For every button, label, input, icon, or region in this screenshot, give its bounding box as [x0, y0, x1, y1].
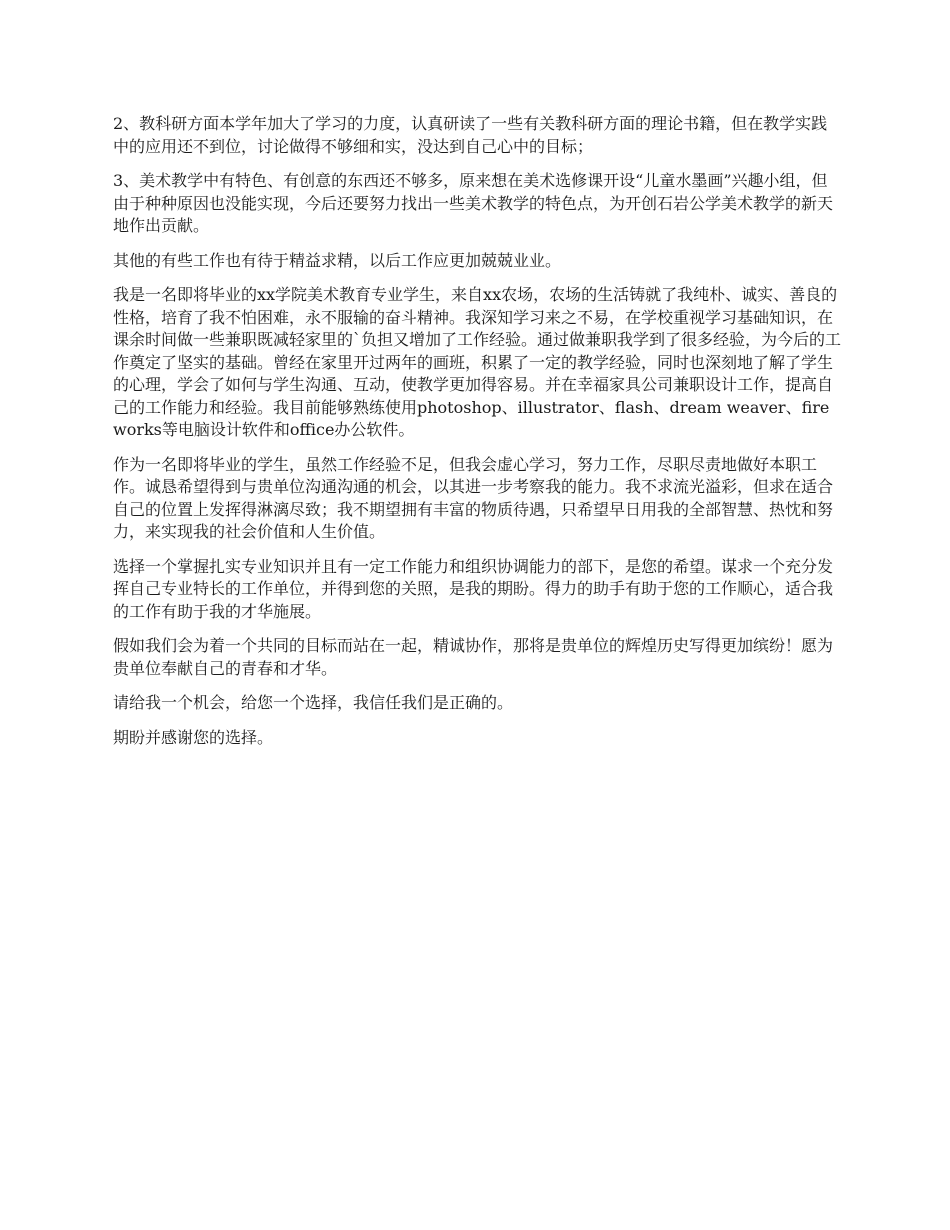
paragraph-art-teaching: 3、美术教学中有特色、有创意的东西还不够多，原来想在美术选修课开设“儿童水墨画”兴趣小组，但由于种种原因也没能实现，今后还要努力找出一些美术教学的特色点，为开创石岩公学美术教学的新天地作出贡献。	[113, 171, 834, 235]
document-page	[113, 113, 841, 761]
paragraph-work-attitude: 作为一名即将毕业的学生，虽然工作经验不足，但我会虚心学习，努力工作，尽职尽责地做好本职工作。诚恳希望得到与贵单位沟通沟通的机会，以其进一步考察我的能力。我不求流光溢彩，但求在适合自己的位置上发挥得淋漓尽致；我不期望拥有丰富的物质待遇，只希望早日用我的全部智慧、热忱和努力，来实现我的社会价值和人生价值。	[113, 454, 834, 541]
paragraph-closing: 期盼并感谢您的选择。	[113, 727, 274, 747]
paragraph-expectation: 选择一个掌握扎实专业知识并且有一定工作能力和组织协调能力的部下，是您的希望。谋求一个充分发挥自己专业特长的工作单位，并得到您的关照，是我的期盼。得力的助手有助于您的工作顺心，适合我的工作有助于我的才华施展。	[113, 556, 834, 621]
paragraph-self-introduction: 我是一名即将毕业的xx学院美术教育专业学生，来自xx农场，农场的生活铸就了我纯朴、诚实、善良的性格，培育了我不怕困难，永不服输的奋斗精神。我深知学习来之不易，在学校重视学习基础知识，在课余时间做一些兼职既减轻家里的`负担又增加了工作经验。通过做兼职我学到了很多经验，为今后的工作奠定了坚实的基础。曾经在家里开过两年的画班，积累了一定的教学经验，同时也深刻地了解了学生的心理，学会了如何与学生沟通、互动，使教学更加得容易。并在幸福家具公司兼职设计工作，提高自己的工作能力和经验。我目前能够熟练使用photoshop、illustrator、flash、dream weaver、fireworks等电脑设计软件和office办公软件。	[113, 285, 842, 439]
paragraph-other-work: 其他的有些工作也有待于精益求精，以后工作应更加兢兢业业。	[113, 250, 562, 270]
paragraph-teaching-research: 2、教科研方面本学年加大了学习的力度，认真研读了一些有关教科研方面的理论书籍，但在教学实践中的应用还不到位，讨论做得不够细和实，没达到自己心中的目标；	[113, 114, 828, 156]
paragraph-request: 请给我一个机会，给您一个选择，我信任我们是正确的。	[113, 693, 514, 712]
paragraph-cooperation: 假如我们会为着一个共同的目标而站在一起，精诚协作，那将是贵单位的辉煌历史写得更加缤纷！愿为贵单位奉献自己的青春和才华。	[113, 636, 834, 678]
